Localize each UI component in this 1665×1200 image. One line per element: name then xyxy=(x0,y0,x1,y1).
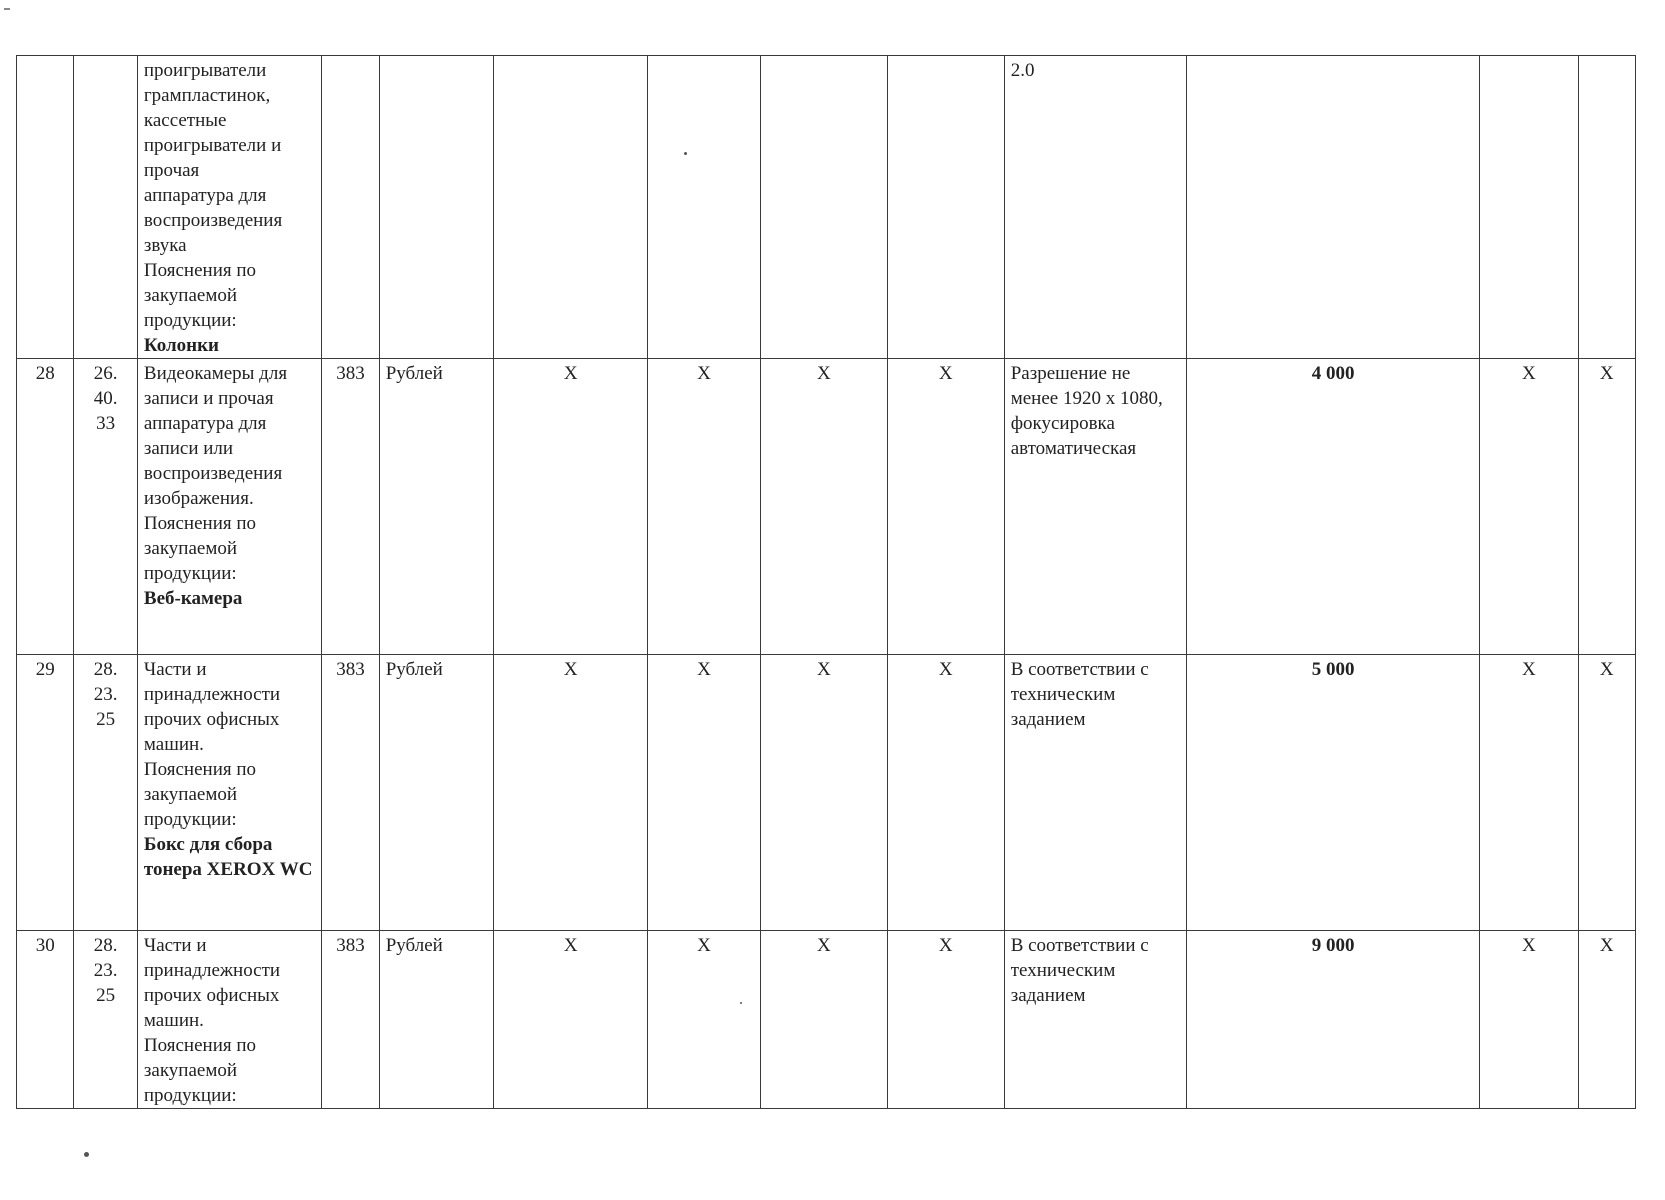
description-line: Части и xyxy=(143,659,207,680)
requirement-x-4: X xyxy=(887,655,1004,931)
okpd2-code xyxy=(74,655,138,931)
product-name: Веб-камера xyxy=(143,588,243,609)
requirement-x-1 xyxy=(494,56,648,359)
description-line: аппаратура для xyxy=(143,413,267,434)
procurement-table xyxy=(16,55,1636,1109)
description-line: аппаратура для xyxy=(143,185,267,206)
product-description xyxy=(137,931,321,1109)
description-line: записи или xyxy=(143,438,234,459)
description-line: воспроизведения xyxy=(143,210,283,231)
row-number: 30 xyxy=(17,931,74,1109)
requirement-x-4: X xyxy=(887,359,1004,655)
unit-name: Рублей xyxy=(379,931,494,1109)
row-number: 29 xyxy=(17,655,74,931)
description-line: Пояснения по xyxy=(143,513,257,534)
description-line: машин. xyxy=(143,1010,204,1031)
description-line: прочая xyxy=(143,160,200,181)
description-line: машин. xyxy=(143,734,204,755)
row-number: 28 xyxy=(17,359,74,655)
scan-speck xyxy=(84,1152,89,1157)
requirement-x-6: X xyxy=(1578,655,1636,931)
description-line: Пояснения по xyxy=(143,260,257,281)
requirement-x-5: X xyxy=(1480,655,1578,931)
requirement-x-6: X xyxy=(1578,931,1636,1109)
description-line: записи и прочая xyxy=(143,388,274,409)
product-name: Бокс для сбора тонера XEROX WC xyxy=(143,834,313,880)
description-line: воспроизведения xyxy=(143,463,283,484)
description-line: закупаемой xyxy=(143,285,238,306)
requirement-x-3 xyxy=(760,56,887,359)
product-name: Колонки xyxy=(143,335,219,356)
max-price xyxy=(1187,56,1480,359)
table-row xyxy=(17,655,1636,931)
requirement-x-3: X xyxy=(760,931,887,1109)
scan-mark xyxy=(4,8,10,10)
requirement-x-2: X xyxy=(648,931,761,1109)
requirement-x-2 xyxy=(648,56,761,359)
description-line: продукции: xyxy=(143,809,237,830)
description-line: прочих офисных xyxy=(143,985,280,1006)
okpd2-code xyxy=(74,359,138,655)
requirement-x-2: X xyxy=(648,655,761,931)
description-line: продукции: xyxy=(143,310,237,331)
description-line: прочих офисных xyxy=(143,709,280,730)
description-line: проигрыватели xyxy=(143,60,267,81)
description-line: изображения. xyxy=(143,488,254,509)
description-line: закупаемой xyxy=(143,784,238,805)
row-number xyxy=(17,56,74,359)
max-price: 5 000 xyxy=(1187,655,1480,931)
description-line: проигрыватели и xyxy=(143,135,282,156)
product-description xyxy=(137,56,321,359)
requirement-x-1: X xyxy=(494,655,648,931)
characteristics: Разрешение не менее 1920 х 1080, фокусировка автоматическая xyxy=(1004,359,1186,655)
scan-speck xyxy=(740,1002,742,1004)
description-line: звука xyxy=(143,235,187,256)
max-price: 4 000 xyxy=(1187,359,1480,655)
scan-speck xyxy=(684,152,687,155)
description-line: закупаемой xyxy=(143,538,238,559)
table-row xyxy=(17,359,1636,655)
okpd2-code xyxy=(74,931,138,1109)
okpd2-code-text: 28. 23. 25 xyxy=(93,659,118,730)
requirement-x-2: X xyxy=(648,359,761,655)
requirement-x-4: X xyxy=(887,931,1004,1109)
description-line: принадлежности xyxy=(143,960,281,981)
description-line: грампластинок, xyxy=(143,85,271,106)
description-line: продукции: xyxy=(143,1085,237,1106)
description-line: кассетные xyxy=(143,110,227,131)
requirement-x-1: X xyxy=(494,359,648,655)
description-line: закупаемой xyxy=(143,1060,238,1081)
product-description xyxy=(137,359,321,655)
requirement-x-4 xyxy=(887,56,1004,359)
requirement-x-6: X xyxy=(1578,359,1636,655)
characteristics: В соответствии с техническим заданием xyxy=(1004,655,1186,931)
description-line: Пояснения по xyxy=(143,759,257,780)
requirement-x-5: X xyxy=(1480,931,1578,1109)
unit-name xyxy=(379,56,494,359)
okpd2-code-text: 26. 40. 33 xyxy=(93,363,118,434)
description-line: продукции: xyxy=(143,563,237,584)
product-description xyxy=(137,655,321,931)
okei-code xyxy=(322,56,379,359)
max-price: 9 000 xyxy=(1187,931,1480,1109)
requirement-x-1: X xyxy=(494,931,648,1109)
requirement-x-5: X xyxy=(1480,359,1578,655)
description-line: Пояснения по xyxy=(143,1035,257,1056)
okei-code: 383 xyxy=(322,359,379,655)
okei-code: 383 xyxy=(322,931,379,1109)
requirement-x-3: X xyxy=(760,359,887,655)
description-line: принадлежности xyxy=(143,684,281,705)
table-row xyxy=(17,56,1636,359)
description-line: Части и xyxy=(143,935,207,956)
okei-code: 383 xyxy=(322,655,379,931)
okpd2-code xyxy=(74,56,138,359)
requirement-x-5 xyxy=(1480,56,1578,359)
unit-name: Рублей xyxy=(379,359,494,655)
okpd2-code-text: 28. 23. 25 xyxy=(93,935,118,1006)
characteristics: В соответствии с техническим заданием xyxy=(1004,931,1186,1109)
requirement-x-6 xyxy=(1578,56,1636,359)
description-line: Видеокамеры для xyxy=(143,363,288,384)
characteristics: 2.0 xyxy=(1004,56,1186,359)
unit-name: Рублей xyxy=(379,655,494,931)
table-row xyxy=(17,931,1636,1109)
requirement-x-3: X xyxy=(760,655,887,931)
